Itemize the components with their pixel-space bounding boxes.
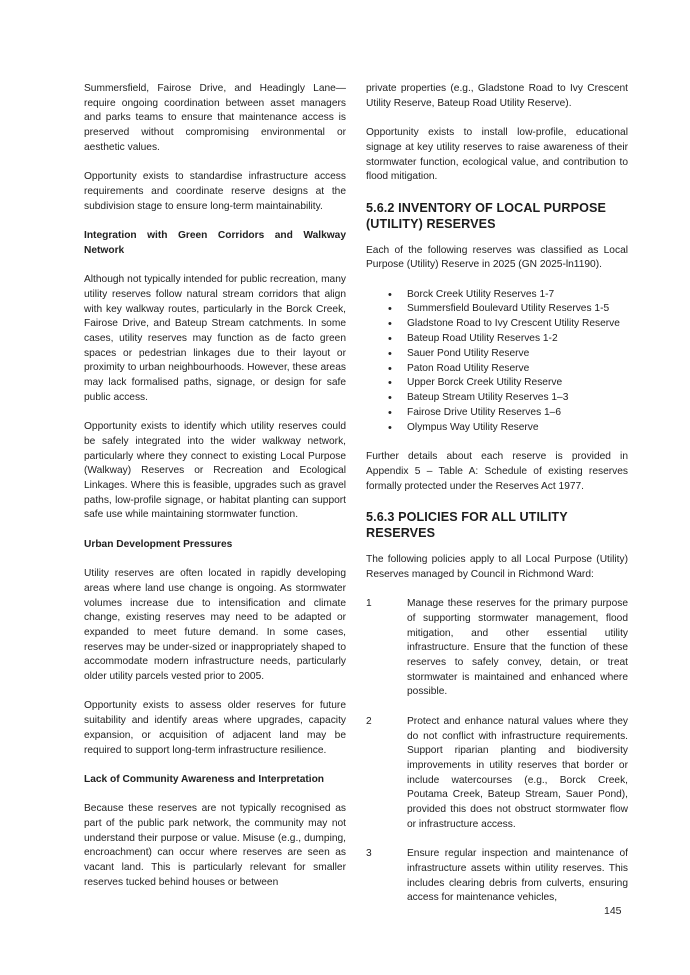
list-item: • Bateup Road Utility Reserves 1-2 [366,332,628,347]
policy-number: 3 [366,848,372,860]
paragraph: Opportunity exists to standardise infrastructure access requirements and coordinate reserve designs at the subdivision stage to ensure long-term maintainability. [84,171,346,212]
section-title-policies: 5.6.3 POLICIES FOR ALL UTILITY RESERVES [366,510,568,541]
paragraph: Summersfield, Fairose Drive, and Headingly Lane—require ongoing coordination between asset managers and parks teams to ensure that maintenance access is preserved without compromising environmental or aesthetic values. [84,83,346,153]
list-item: • Fairose Drive Utility Reserves 1–6 [366,406,628,421]
paragraph: private properties (e.g., Gladstone Road to Ivy Crescent Utility Reserve, Bateup Road Utility Reserve). [366,83,628,109]
left-column [84,82,346,905]
paragraph: Opportunity exists to identify which utility reserves could be safely integrated into the wider walkway network, particularly where they connect to existing Local Purpose (Walkway) Reserves or Recreation and Ecological Linkages. Where this is feasible, upgrades such as gravel paths, low-profile signage, or habitat planting can support safe use while maintaining stormwater function. [84,421,346,521]
paragraph: Opportunity exists to install low-profile, educational signage at key utility reserves to raise awareness of their stormwater function, ecological value, and contribution to flood mitigation. [366,127,628,183]
paragraph: Each of the following reserves was classified as Local Purpose (Utility) Reserve in 2025 (GN 2025-ln1190). [366,244,628,271]
policy-number: 1 [366,598,372,610]
reserve-list [366,288,628,436]
policy-item [366,597,628,700]
list-item: • Gladstone Road to Ivy Crescent Utility Reserve [366,317,628,332]
paragraph: Further details about each reserve is provided in Appendix 5 – Table A: Schedule of existing reserves formally protected under the Reserves Act 1977. [366,451,628,492]
list-item: • Upper Borck Creek Utility Reserve [366,376,628,391]
subheading-community-awareness: Lack of Community Awareness and Interpretation [84,773,325,785]
right-column [366,82,628,921]
paragraph: Utility reserves are often located in rapidly developing areas where land use change is ongoing. As stormwater volumes increase due to intensification and climate change, existing reserves may need to be adapted or expanded to meet future demand. In some cases, reserves may be under-sized or inappropriately shaped to accommodate modern infrastructure needs, particularly older utility parcels vested prior to 2005. [84,568,346,683]
list-item: • Borck Creek Utility Reserves 1-7 [366,288,628,303]
paragraph: Opportunity exists to assess older reserves for future suitability and identify areas where upgrades, capacity expansion, or acquisition of adjacent land may be required to support long-term infrastructure resilience. [84,700,346,756]
policy-item [366,847,628,906]
list-item: • Olympus Way Utility Reserve [366,421,628,436]
paragraph: Because these reserves are not typically recognised as part of the public park network, the community may not understand their purpose or value. Misuse (e.g., dumping, encroachment) can occur where reserves are seen as vacant land. This is particularly relevant for smaller reserves tucked behind houses or between [84,803,346,888]
policy-item [366,715,628,833]
list-item: • Paton Road Utility Reserve [366,362,628,377]
subheading-green-corridors: Integration with Green Corridors and Walkway Network [84,230,346,256]
policy-text: Protect and enhance natural values where they do not conflict with infrastructure requirements. Support riparian planting and biodiversity improvements in utility reserves that border or include watercourses (e.g., Borck Creek, Poutama Creek, Bateup Stream, Sauer Pond), provided this does not obstruct stormwater flow or infrastructure access. [407,715,628,830]
list-item: • Sauer Pond Utility Reserve [366,347,628,362]
page-number: 145 [604,905,622,917]
list-item: • Bateup Stream Utility Reserves 1–3 [366,391,628,406]
policy-text: Ensure regular inspection and maintenance of infrastructure assets within utility reserves. This includes clearing debris from culverts, ensuring access for maintenance vehicles, [407,848,628,904]
paragraph: The following policies apply to all Local Purpose (Utility) Reserves managed by Council in Richmond Ward: [366,554,628,580]
policy-text: Manage these reserves for the primary purpose of supporting stormwater management, flood mitigation, and other essential utility infrastructure. Ensure that the function of these reserves to safely convey, detain, or treat stormwater is maintained and enhanced where possible. [407,598,628,698]
paragraph: Although not typically intended for public recreation, many utility reserves follow natural stream corridors that align with key walkway routes, particularly in the Borck Creek, Fairose Drive, and Bateup Stream catchments. In some cases, utility reserves may function as de facto green spaces or pedestrian linkages due to their layout or proximity to urban neighbourhoods. However, these areas may lack formalised paths, signage, or design for safe public access. [84,274,346,403]
subheading-urban-development: Urban Development Pressures [84,538,233,550]
section-title-inventory: 5.6.2 INVENTORY OF LOCAL PURPOSE (UTILITY) RESERVES [366,200,606,231]
list-item: • Summersfield Boulevard Utility Reserves 1-5 [366,302,628,317]
policy-number: 2 [366,715,372,727]
